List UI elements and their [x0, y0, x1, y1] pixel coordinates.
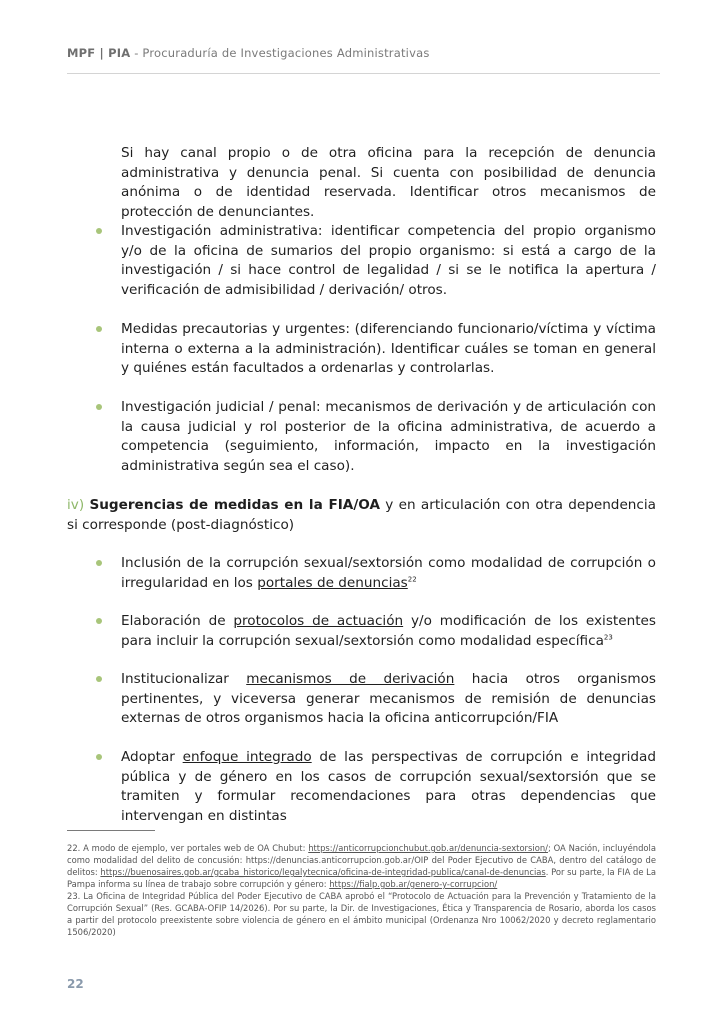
intro-paragraph: Si hay canal propio o de otra oficina para la recepción de denuncia administrativa y denuncia penal. Si cuenta con posibilidad de denuncia anónima o de identidad reservada. Identificar otros mecanismos de protección de denunciantes. [121, 145, 656, 221]
bullet-dot-icon [96, 404, 102, 410]
bullet-dot-icon [96, 676, 102, 682]
bullet-dot-icon [96, 228, 102, 234]
section-numeral: iv) [67, 497, 85, 513]
footnote-ref-23[interactable]: 23 [603, 633, 613, 642]
bullet-medidas-precautorias: Medidas precautorias y urgentes: (diferenciando funcionario/víctima y víctima interna o externa a la administración). Identificar cuáles se toman en general y quiénes están facultados a ordenarlas y controlarlas. [121, 321, 656, 377]
footnote-link-fialp[interactable]: https://fialp.gob.ar/genero-y-corrupcion/ [329, 879, 498, 889]
header-title: Procuraduría de Investigaciones Administrativas [142, 46, 430, 60]
section-iv-heading [67, 496, 656, 535]
header-divider [67, 73, 660, 74]
footnote-23: 23. La Oficina de Integridad Pública del Poder Ejecutivo de CABA aprobó el “Protocolo de Actuación para la Prevención y Tratamiento de la Corrupción Sexual” (Res. GCABA-OFIP 14/2026). Por su parte, la Dir. de Investigaciones, Ética y Transparencia de Rosario, aborda los casos a partir del protocolo preexistente sobre violencia de género en el ámbito municipal (Ordenanza Nro 10062/2020 y decreto reglamentario 1506/2020) [67, 891, 656, 937]
section-bold-title: Sugerencias de medidas en la FIA/OA [89, 497, 380, 513]
footnote-link-buenosaires[interactable]: https://buenosaires.gob.ar/gcaba_historico/legalytecnica/oficina-de-integridad-publica/canal-de-denuncias [100, 867, 546, 877]
bullet-portales: Inclusión de la corrupción sexual/sextorsión como modalidad de corrupción o irregularidad en los portales de denuncias$^{22}$ [121, 555, 656, 591]
header-separator: - [130, 46, 143, 60]
bullet-dot-icon [96, 560, 102, 566]
footnote-link-chubut[interactable]: https://anticorrupcionchubut.gob.ar/denuncia-sextorsion/ [308, 843, 548, 853]
bullet-dot-icon [96, 618, 102, 624]
bullet-protocolos: Elaboración de protocolos de actuación y/o modificación de los existentes para incluir la corrupción sexual/sextorsión como modalidad específica$^{23}$ [121, 613, 656, 649]
running-header [67, 46, 660, 60]
link-protocolos-actuacion[interactable]: protocolos de actuación [233, 613, 404, 629]
header-org: MPF | PIA [67, 46, 131, 60]
footnote-22: 22. A modo de ejemplo, ver portales web de OA Chubut: https://anticorrupcionchubut.gob.ar/denuncia-sextorsion/; OA Nación, incluyéndola como modalidad del delito de concusión: https://denuncias.anticorrupcion.gob.ar/OIP del Poder Ejecutivo de CABA, dentro del catálogo de delitos: https://buenosaires.gob.ar/gcaba_historico/legalytecnica/oficina-de-integridad-publica/canal-de-denuncias. Por su parte, la FIA de La Pampa informa su línea de trabajo sobre corrupción y género: https://fialp.gob.ar/genero-y-corrupcion/ [67, 843, 656, 889]
bullet-enfoque: Adoptar enfoque integrado de las perspectivas de corrupción e integridad pública y de género en los casos de corrupción sexual/sextorsión que se tramiten y formular recomendaciones para otras dependencias que intervengan en distintas [121, 749, 656, 825]
link-portales-denuncias[interactable]: portales de denuncias [257, 574, 408, 591]
footnote-divider [67, 830, 155, 831]
bullet-dot-icon [96, 326, 102, 332]
bullet-mecanismos: Institucionalizar mecanismos de derivación hacia otros organismos pertinentes, y viceversa generar mecanismos de remisión de denuncias externas de otros organismos hacia la oficina anticorrupción/FIA [121, 671, 656, 727]
page-number: 22 [67, 977, 84, 991]
link-enfoque-integrado[interactable]: enfoque integrado [182, 749, 312, 765]
bullet-investigacion-administrativa: Investigación administrativa: identificar competencia del propio organismo y/o de la oficina de sumarios del propio organismo: si está a cargo de la investigación / si hace control de legalidad / si se le notifica la apertura / verificación de admisibilidad / derivación/ otros. [121, 223, 656, 299]
bullet-dot-icon [96, 754, 102, 760]
link-mecanismos-derivacion[interactable]: mecanismos de derivación [246, 671, 455, 687]
bullet-investigacion-judicial: Investigación judicial / penal: mecanismos de derivación y de articulación con la causa judicial y rol posterior de la oficina administrativa, de acuerdo a competencia (seguimiento, información, impacto en la investigación administrativa según sea el caso). [121, 399, 656, 475]
footnote-ref-22[interactable]: 22 [407, 575, 417, 584]
section-rest: y en articulación con otra dependencia si corresponde (post-diagnóstico) [67, 497, 656, 533]
